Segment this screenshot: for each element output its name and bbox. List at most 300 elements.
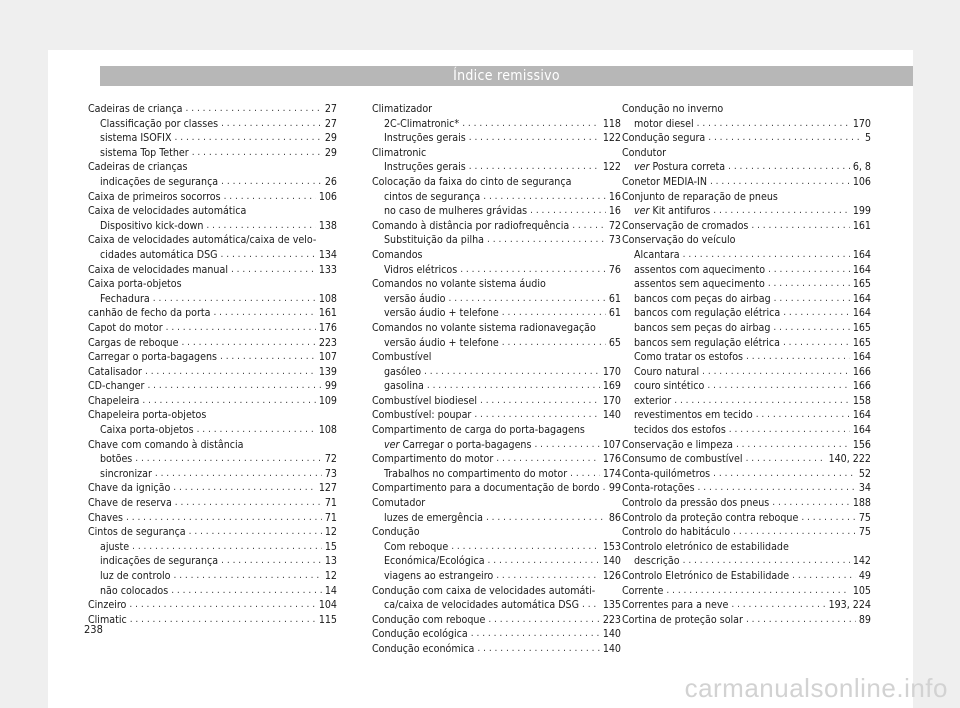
page-reference: 89 (858, 613, 871, 626)
entry-text: Condução ecológica (372, 628, 468, 641)
entry-text: versão áudio + telefone (384, 336, 499, 349)
dot-leader (530, 204, 606, 219)
page-reference: 169 (602, 380, 621, 393)
entry-text: assentos com aquecimento (634, 263, 766, 276)
index-entry (622, 350, 871, 365)
entry-text: Chapeleira (88, 394, 140, 407)
index-entry (372, 131, 621, 146)
dot-leader (469, 160, 600, 175)
entry-text: Condução com reboque (372, 613, 486, 626)
index-heading: Climatronic (372, 146, 427, 159)
page-reference: 166 (852, 365, 871, 378)
see-reference-prefix: ver (634, 161, 650, 174)
entry-label (88, 336, 178, 351)
entry-label (100, 467, 152, 482)
entry-label (622, 438, 733, 453)
entry-text: Controlo Eletrónico de Estabilidade (622, 570, 790, 582)
page-reference: 108 (318, 424, 337, 437)
entry-text: cidades automática DSG (100, 248, 218, 261)
page-reference: 164 (852, 424, 871, 437)
page-reference: 164 (852, 263, 871, 276)
page-reference: 73 (608, 234, 621, 247)
entry-text: cintos de segurança (384, 190, 481, 203)
index-entry (372, 438, 621, 453)
dot-leader (155, 467, 322, 482)
page-reference: 122 (602, 161, 621, 174)
index-heading: Condutor (622, 146, 667, 159)
entry-text: tecidos dos estofos (634, 424, 726, 437)
dot-leader (772, 496, 850, 511)
index-entry (372, 117, 621, 132)
entry-label (100, 292, 150, 307)
page-reference: 140 (602, 555, 621, 568)
entry-text: Cadeiras de criança (88, 103, 183, 115)
entry-text: Cortina de proteção solar (622, 613, 743, 626)
page-reference: 72 (608, 219, 621, 232)
dot-leader (175, 131, 322, 146)
dot-leader (708, 131, 862, 146)
dot-leader (220, 350, 316, 365)
dot-leader (751, 219, 849, 234)
entry-label (622, 131, 705, 146)
index-entry (372, 379, 621, 394)
index-entry (88, 336, 337, 351)
page-reference: 86 (608, 511, 621, 524)
index-entry (622, 467, 871, 482)
entry-text: no caso de mulheres grávidas (384, 205, 528, 218)
page-reference: 140 (602, 642, 621, 655)
entry-label (634, 379, 704, 394)
dot-leader (173, 481, 316, 496)
entry-label (88, 306, 210, 321)
index-entry (622, 423, 871, 438)
entry-label (634, 160, 725, 175)
index-entry (372, 642, 621, 657)
index-entry (622, 321, 871, 336)
entry-label (384, 160, 466, 175)
page-reference: 16 (608, 205, 621, 218)
dot-leader (142, 394, 315, 409)
page-reference: 153 (602, 540, 621, 553)
entry-label (622, 569, 789, 584)
dot-leader (192, 146, 322, 161)
page-reference: 76 (608, 263, 621, 276)
entry-label (622, 481, 695, 496)
dot-leader (702, 365, 850, 380)
entry-label (100, 584, 168, 599)
dot-leader (126, 511, 322, 526)
page-reference: 140 (602, 409, 621, 422)
entry-text: Compartimento do motor (372, 453, 494, 466)
dot-leader (221, 554, 322, 569)
dot-leader (469, 131, 600, 146)
page-reference: 65 (608, 336, 621, 349)
page-reference: 166 (852, 380, 871, 393)
page-reference: 73 (324, 467, 337, 480)
dot-leader (768, 263, 850, 278)
page-reference: 164 (852, 409, 871, 422)
entry-text: Catalisador (88, 365, 142, 378)
entry-label (88, 598, 126, 613)
entry-label (88, 525, 186, 540)
entry-text: gasóleo (384, 365, 422, 378)
entry-label (634, 321, 770, 336)
entry-text: Condução económica (372, 642, 475, 655)
entry-text: Conetor MEDIA-IN (622, 175, 707, 188)
entry-label (372, 408, 471, 423)
entry-label (622, 584, 663, 599)
entry-text: Combustível: poupar (372, 409, 472, 422)
page-reference: 164 (852, 292, 871, 305)
page-reference: 176 (318, 321, 337, 334)
page-reference: 15 (324, 540, 337, 553)
entry-label (100, 540, 129, 555)
entry-text: Capot do motor (88, 321, 163, 334)
dot-leader (213, 306, 315, 321)
page-reference: 135 (602, 599, 621, 612)
entry-text: indicações de segurança (100, 175, 219, 188)
index-heading: Caixa porta-objetos (88, 278, 182, 291)
page-reference: 127 (318, 482, 337, 495)
page-reference: 193, 224 (828, 599, 871, 612)
dot-leader (582, 598, 600, 613)
entry-label (634, 554, 680, 569)
entry-label (88, 263, 228, 278)
index-entry (88, 292, 337, 307)
entry-label (634, 306, 780, 321)
index-heading: Combustível (372, 351, 432, 364)
page-reference: 156 (852, 438, 871, 451)
entry-text: luzes de emergência (384, 511, 483, 524)
entry-text: Conta-quilómetros (622, 467, 711, 480)
entry-text: Como tratar os estofos (634, 351, 743, 364)
page-reference: 16 (608, 190, 621, 203)
index-entry (88, 379, 337, 394)
entry-text: Couro natural (634, 365, 700, 378)
entry-text: Controlo da proteção contra reboque (622, 511, 799, 524)
entry-label (384, 540, 448, 555)
index-entry (88, 452, 337, 467)
dot-leader (713, 467, 856, 482)
entry-text: Trabalhos no compartimento do motor (384, 467, 568, 480)
dot-leader (733, 525, 856, 540)
dot-leader (729, 423, 850, 438)
dot-leader (181, 336, 315, 351)
entry-text: Classificação por classes (100, 117, 219, 130)
entry-text: Controlo da pressão dos pneus (622, 497, 770, 510)
page-reference: 99 (324, 380, 337, 393)
page-reference: 174 (602, 467, 621, 480)
index-heading: Condução com caixa de velocidades automáti- (372, 584, 596, 597)
entry-label (634, 350, 743, 365)
entry-label (372, 394, 477, 409)
index-entry (88, 248, 337, 263)
page-reference: 158 (852, 394, 871, 407)
index-entry (622, 481, 871, 496)
entry-text: couro sintético (634, 380, 705, 393)
index-entry (88, 554, 337, 569)
page-reference: 118 (602, 117, 621, 130)
entry-text: Instruções gerais (384, 161, 466, 174)
index-entry (372, 627, 621, 642)
entry-text: ajuste (100, 540, 130, 553)
index-heading: Condução (372, 526, 420, 539)
entry-text: Combustível biodiesel (372, 394, 477, 407)
dot-leader (774, 292, 850, 307)
entry-label (384, 117, 459, 132)
entry-label (622, 496, 769, 511)
entry-text: Caixa porta-objetos (100, 424, 194, 437)
dot-leader (477, 642, 599, 657)
index-heading: Compartimento de carga do porta-bagagens (372, 424, 585, 437)
entry-text: indicações de segurança (100, 555, 219, 568)
entry-label (100, 146, 189, 161)
page-reference: 176 (602, 453, 621, 466)
page-reference: 199 (852, 205, 871, 218)
page-reference: 142 (852, 555, 871, 568)
index-entry (88, 481, 337, 496)
dot-leader (153, 292, 316, 307)
page-reference: 12 (324, 570, 337, 582)
entry-label (100, 569, 171, 584)
index-entry (372, 190, 621, 205)
entry-label (622, 511, 798, 526)
entry-label (634, 423, 726, 438)
entry-text: Carregar o porta-bagagens (402, 438, 532, 451)
entry-text: Com reboque (384, 540, 449, 553)
index-heading: Comandos no volante sistema radionavegação (372, 321, 596, 334)
entry-label (100, 452, 132, 467)
page-reference: 109 (318, 394, 337, 407)
index-entry (622, 117, 871, 132)
entry-label (384, 438, 531, 453)
page-reference: 140 (602, 628, 621, 641)
entry-text: CD-changer (88, 380, 145, 393)
index-entry (622, 598, 871, 613)
page-reference: 105 (852, 584, 871, 597)
entry-text: Correntes para a neve (622, 599, 729, 612)
entry-text: Comando à distância por radiofrequência (372, 219, 570, 232)
entry-label (384, 598, 579, 613)
entry-label (372, 452, 493, 467)
entry-label (622, 175, 707, 190)
page-reference: 164 (852, 248, 871, 261)
dot-leader (534, 438, 599, 453)
page-reference: 165 (852, 321, 871, 334)
entry-text: revestimentos em tecido (634, 409, 753, 422)
index-heading: Climatizador (372, 103, 433, 115)
dot-leader (221, 117, 322, 132)
dot-leader (783, 336, 850, 351)
index-heading: Conjunto de reparação de pneus (622, 190, 778, 203)
page-reference: 71 (324, 511, 337, 524)
index-entry (88, 146, 337, 161)
index-entry (372, 613, 621, 628)
page-reference: 188 (852, 497, 871, 510)
index-entry (372, 467, 621, 482)
entry-label (100, 423, 194, 438)
entry-text: versão áudio + telefone (384, 307, 499, 320)
entry-text: 2C-Climatronic* (384, 117, 460, 130)
index-entry (88, 525, 337, 540)
index-entry (88, 467, 337, 482)
index-entry (622, 511, 871, 526)
entry-label (88, 394, 139, 409)
index-entry (372, 598, 621, 613)
entry-label (100, 131, 172, 146)
index-entry (622, 452, 871, 467)
entry-text: bancos com peças do airbag (634, 292, 771, 305)
index-heading: Caixa de velocidades automática (88, 205, 247, 218)
page-reference: 71 (324, 497, 337, 510)
entry-label (634, 204, 710, 219)
entry-text: Alcantara (634, 248, 680, 261)
entry-label (384, 467, 567, 482)
page-reference: 122 (602, 132, 621, 145)
page-reference: 107 (602, 438, 621, 451)
dot-leader (697, 117, 850, 132)
page-reference: 75 (858, 526, 871, 539)
entry-text: bancos sem peças do airbag (634, 321, 771, 334)
dot-leader (231, 263, 316, 278)
index-heading: Comutador (372, 497, 426, 510)
index-entry (622, 554, 871, 569)
index-entry (622, 292, 871, 307)
dot-leader (175, 496, 322, 511)
index-entry (622, 131, 871, 146)
entry-text: assentos sem aquecimento (634, 278, 765, 291)
index-heading: Chave com comando à distância (88, 438, 244, 451)
dot-leader (674, 394, 850, 409)
page-reference: 13 (324, 555, 337, 568)
dot-leader (698, 481, 856, 496)
index-entry (622, 160, 871, 175)
dot-leader (171, 584, 322, 599)
entry-label (372, 613, 485, 628)
page-reference: 61 (608, 292, 621, 305)
dot-leader (487, 233, 606, 248)
entry-text: Consumo de combustível (622, 453, 743, 466)
section-header: Índice remissivo (100, 66, 913, 86)
index-entry (622, 569, 871, 584)
dot-leader (135, 452, 322, 467)
dot-leader (603, 481, 606, 496)
entry-label (100, 175, 218, 190)
dot-leader (731, 598, 825, 613)
entry-label (100, 248, 218, 263)
entry-text: bancos sem regulação elétrica (634, 336, 780, 349)
entry-label (100, 554, 218, 569)
dot-leader (666, 584, 849, 599)
entry-text: Chaves (88, 511, 124, 524)
index-entry (622, 175, 871, 190)
dot-leader (224, 190, 316, 205)
dot-leader (713, 204, 850, 219)
page-reference: 49 (858, 570, 871, 582)
entry-text: sincronizar (100, 467, 152, 480)
entry-label (88, 350, 217, 365)
entry-label (88, 365, 142, 380)
page-reference: 72 (324, 453, 337, 466)
entry-label (384, 554, 485, 569)
entry-text: Vidros elétricos (384, 263, 458, 276)
page-reference: 223 (602, 613, 621, 626)
page-reference: 75 (858, 511, 871, 524)
entry-label (384, 511, 483, 526)
dot-leader (773, 321, 849, 336)
entry-text: Cargas de reboque (88, 336, 179, 349)
page-reference: 134 (318, 248, 337, 261)
index-entry (88, 569, 337, 584)
dot-leader (189, 525, 322, 540)
dot-leader (746, 350, 850, 365)
page-reference: 170 (852, 117, 871, 130)
dot-leader (186, 102, 322, 117)
entry-text: viagens ao estrangeiro (384, 570, 494, 582)
index-entry (622, 306, 871, 321)
index-heading: Cadeiras de crianças (88, 161, 188, 174)
index-entry (88, 190, 337, 205)
index-entry (622, 204, 871, 219)
entry-text: Cinzeiro (88, 599, 127, 612)
see-reference-prefix: ver (384, 438, 400, 451)
index-entry (372, 511, 621, 526)
index-entry (372, 481, 621, 496)
entry-text: bancos com regulação elétrica (634, 307, 781, 320)
index-entry (88, 511, 337, 526)
dot-leader (147, 379, 321, 394)
dot-leader (502, 336, 606, 351)
dot-leader (145, 365, 316, 380)
dot-leader (728, 160, 850, 175)
dot-leader (129, 598, 315, 613)
page-number: 238 (84, 623, 103, 636)
entry-text: Kit antifuros (652, 205, 711, 218)
page-reference: 106 (318, 190, 337, 203)
index-heading: Condução no inverno (622, 103, 724, 115)
index-entry (622, 438, 871, 453)
dot-leader (471, 627, 600, 642)
page-reference: 133 (318, 263, 337, 276)
entry-label (384, 131, 466, 146)
dot-leader (449, 292, 606, 307)
page-reference: 5 (864, 132, 871, 145)
index-entry (622, 496, 871, 511)
entry-label (622, 598, 728, 613)
page-reference: 139 (318, 365, 337, 378)
dot-leader (768, 277, 850, 292)
page-reference: 34 (858, 482, 871, 495)
dot-leader (424, 365, 600, 380)
dot-leader (462, 117, 600, 132)
page-reference: 140, 222 (828, 453, 871, 466)
entry-text: Corrente (622, 584, 664, 597)
entry-label (634, 336, 780, 351)
dot-leader (502, 306, 606, 321)
page-reference: 138 (318, 219, 337, 232)
index-entry (88, 598, 337, 613)
page-reference: 165 (852, 278, 871, 291)
index-heading: Caixa de velocidades automática/caixa de velo- (88, 234, 317, 247)
entry-label (634, 277, 765, 292)
page-reference: 27 (324, 117, 337, 130)
dot-leader (746, 613, 856, 628)
page-reference: 6, 8 (852, 161, 871, 174)
entry-label (100, 219, 203, 234)
entry-label (88, 511, 123, 526)
entry-label (634, 292, 771, 307)
entry-text: Dispositivo kick-down (100, 219, 204, 232)
